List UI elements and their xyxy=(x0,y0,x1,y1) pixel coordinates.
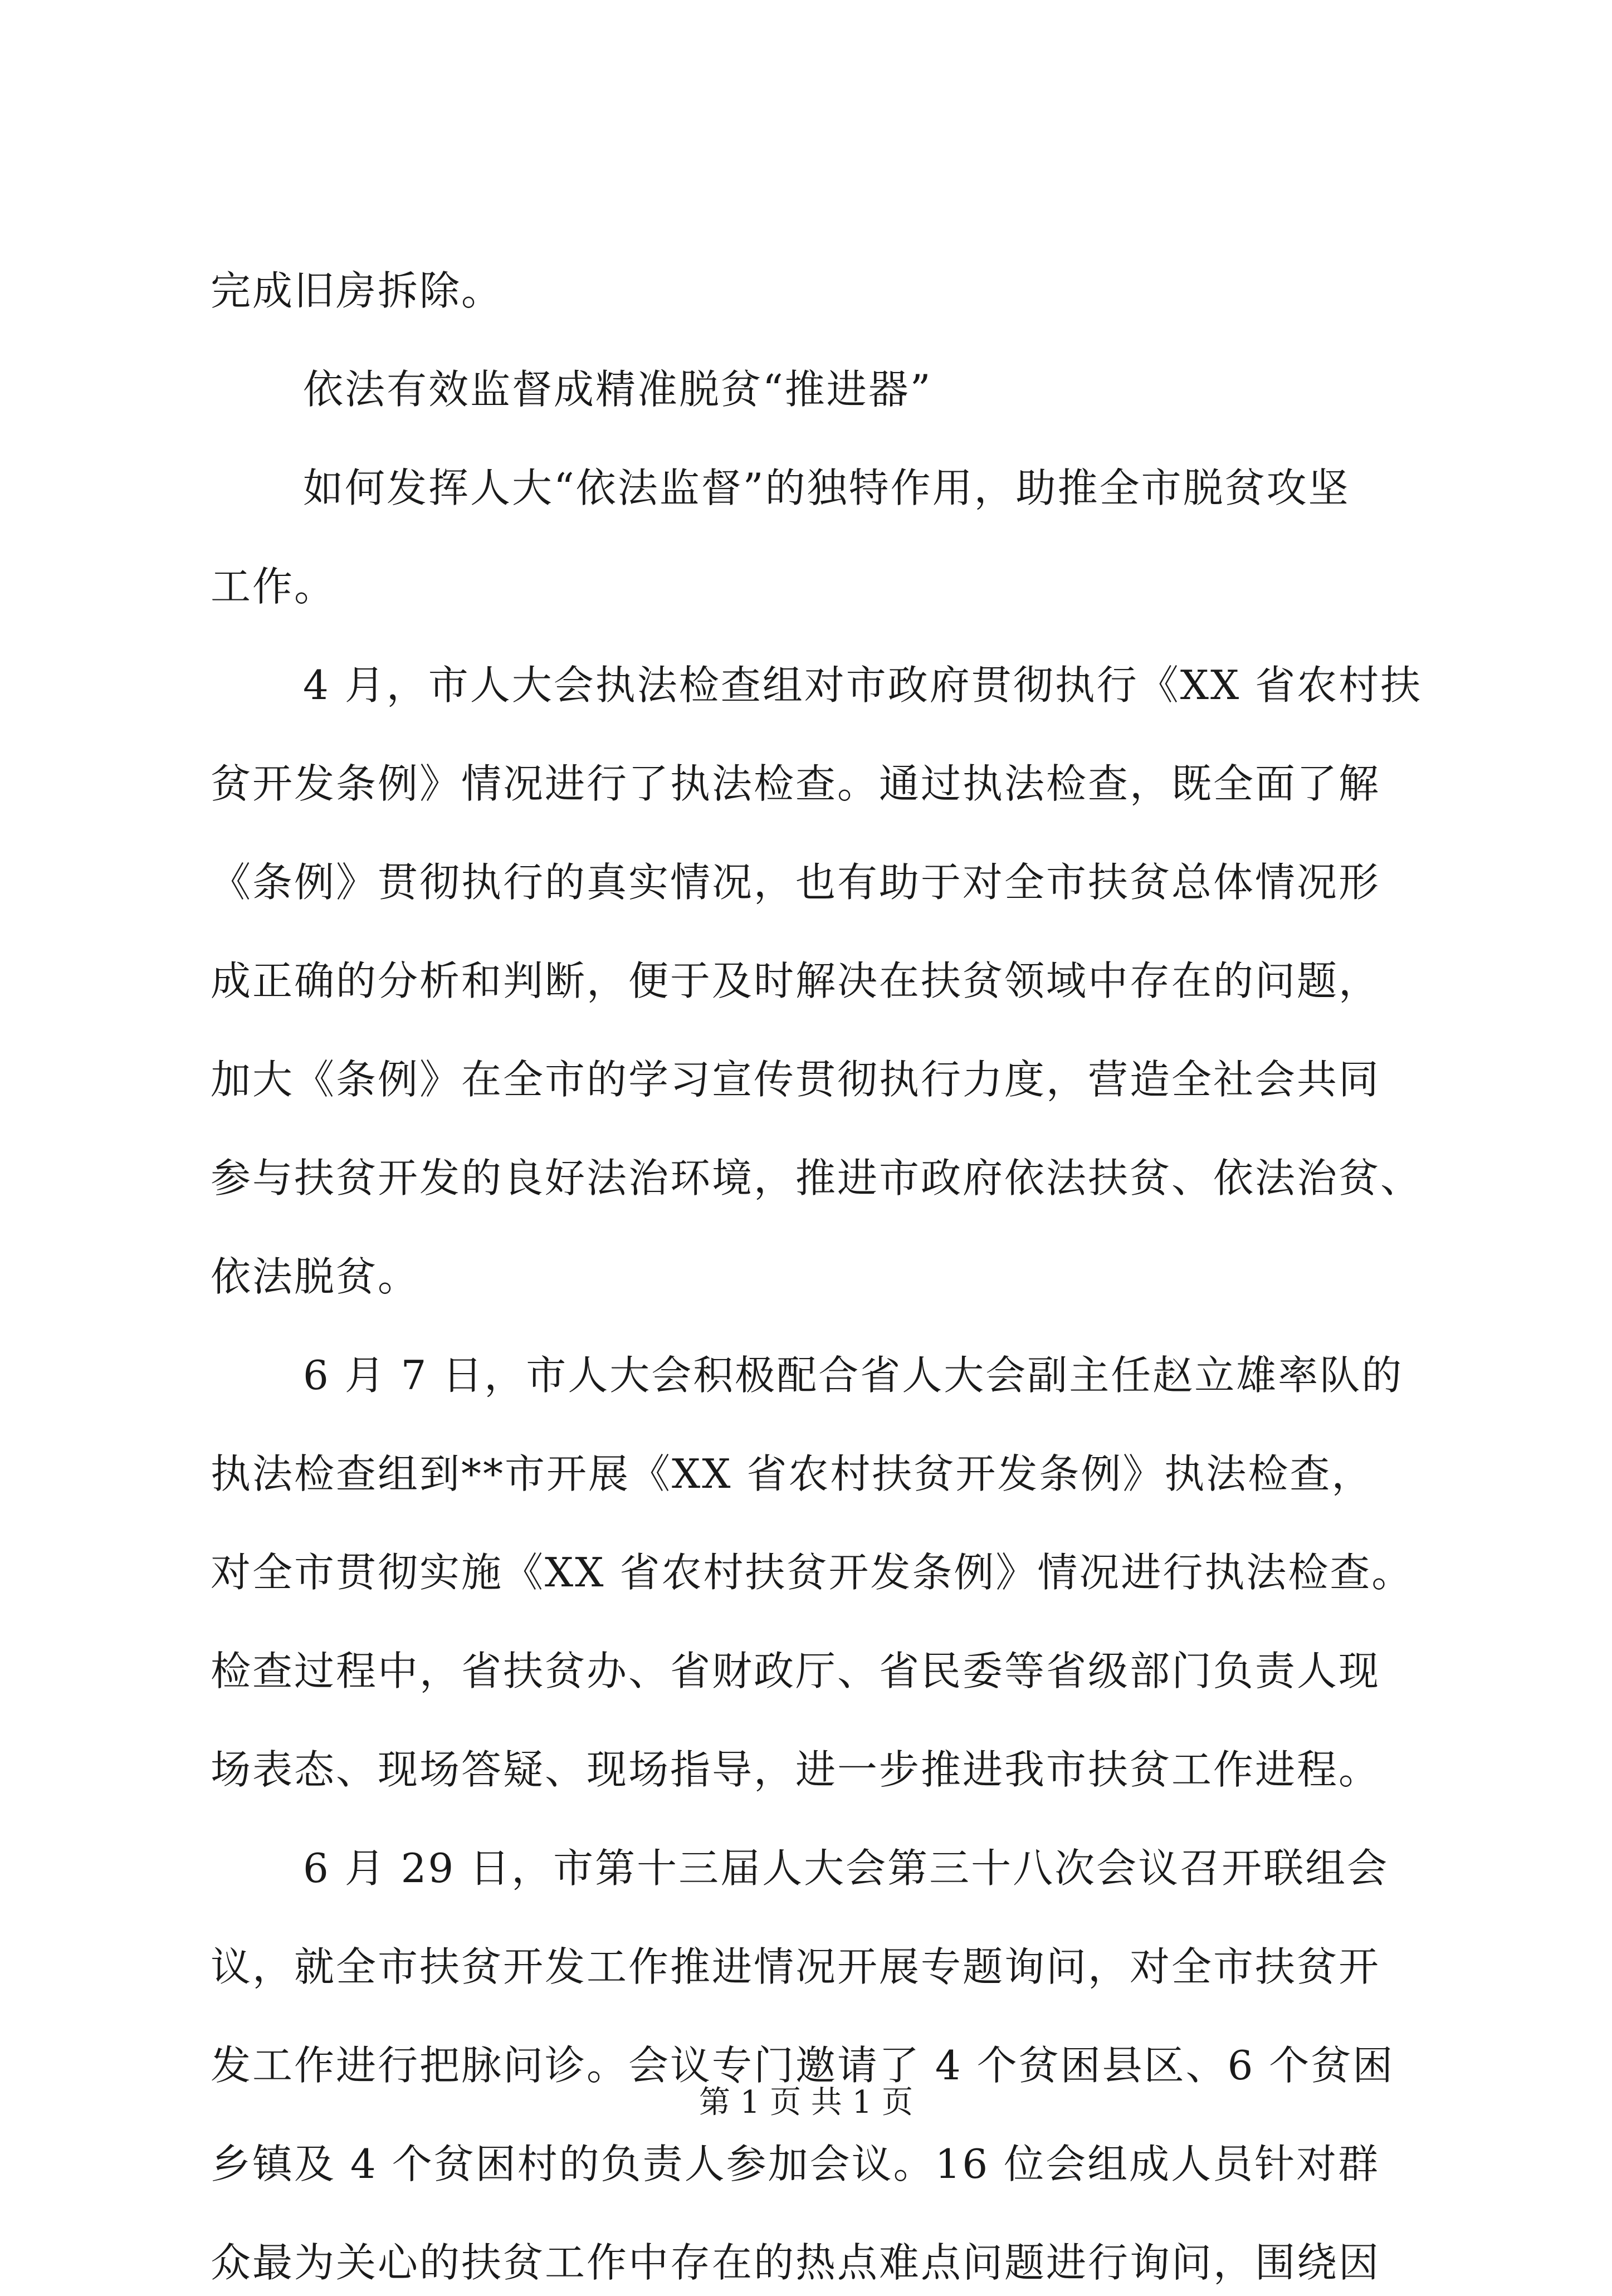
text-line: 《条例》贯彻执行的真实情况，也有助于对全市扶贫总体情况形 xyxy=(211,859,1381,906)
text-line: 成正确的分析和判断，便于及时解决在扶贫领域中存在的问题， xyxy=(211,958,1381,1004)
text-line: 场表态、现场答疑、现场指导，进一步推进我市扶贫工作进程。 xyxy=(211,1746,1381,1793)
text-line: 对全市贯彻实施《XX 省农村扶贫开发条例》情况进行执法检查。 xyxy=(211,1549,1414,1596)
text-line: 6 月 7 日，市人大会积极配合省人大会副主任赵立雄率队的 xyxy=(303,1352,1404,1399)
text-line: 检查过程中，省扶贫办、省财政厅、省民委等省级部门负责人现 xyxy=(211,1648,1381,1694)
text-line: 乡镇及 4 个贫困村的负责人参加会议。16 位会组成人员针对群 xyxy=(211,2141,1380,2187)
text-line: 4 月，市人大会执法检查组对市政府贯彻执行《XX 省农村扶 xyxy=(303,662,1423,709)
text-line: 发工作进行把脉问诊。会议专门邀请了 4 个贫困县区、6 个贫困 xyxy=(211,2042,1395,2089)
text-line: 执法检查组到**市开展《XX 省农村扶贫开发条例》执法检查， xyxy=(211,1450,1374,1497)
text-line: 贫开发条例》情况进行了执法检查。通过执法检查，既全面了解 xyxy=(211,760,1381,807)
page-number-footer: 第 1 页 共 1 页 xyxy=(698,2084,914,2121)
section-heading: 依法有效监督成精准脱贫“推进器” xyxy=(303,366,932,413)
text-line: 6 月 29 日，市第十三届人大会第三十八次会议召开联组会 xyxy=(303,1845,1389,1892)
text-line: 加大《条例》在全市的学习宣传贯彻执行力度，营造全社会共同 xyxy=(211,1056,1381,1103)
text-line: 议，就全市扶贫开发工作推进情况开展专题询问，对全市扶贫开 xyxy=(211,1943,1381,1990)
text-line: 工作。 xyxy=(211,563,336,610)
text-line: 依法脱贫。 xyxy=(211,1253,420,1300)
text-line: 完成旧房拆除。 xyxy=(211,267,504,314)
text-line: 众最为关心的扶贫工作中存在的热点难点问题进行询问，围绕因 xyxy=(211,2239,1381,2286)
text-line: 参与扶贫开发的良好法治环境，推进市政府依法扶贫、依法治贫、 xyxy=(211,1155,1423,1201)
text-line: 如何发挥人大“依法监督”的独特作用，助推全市脱贫攻坚 xyxy=(303,465,1350,511)
